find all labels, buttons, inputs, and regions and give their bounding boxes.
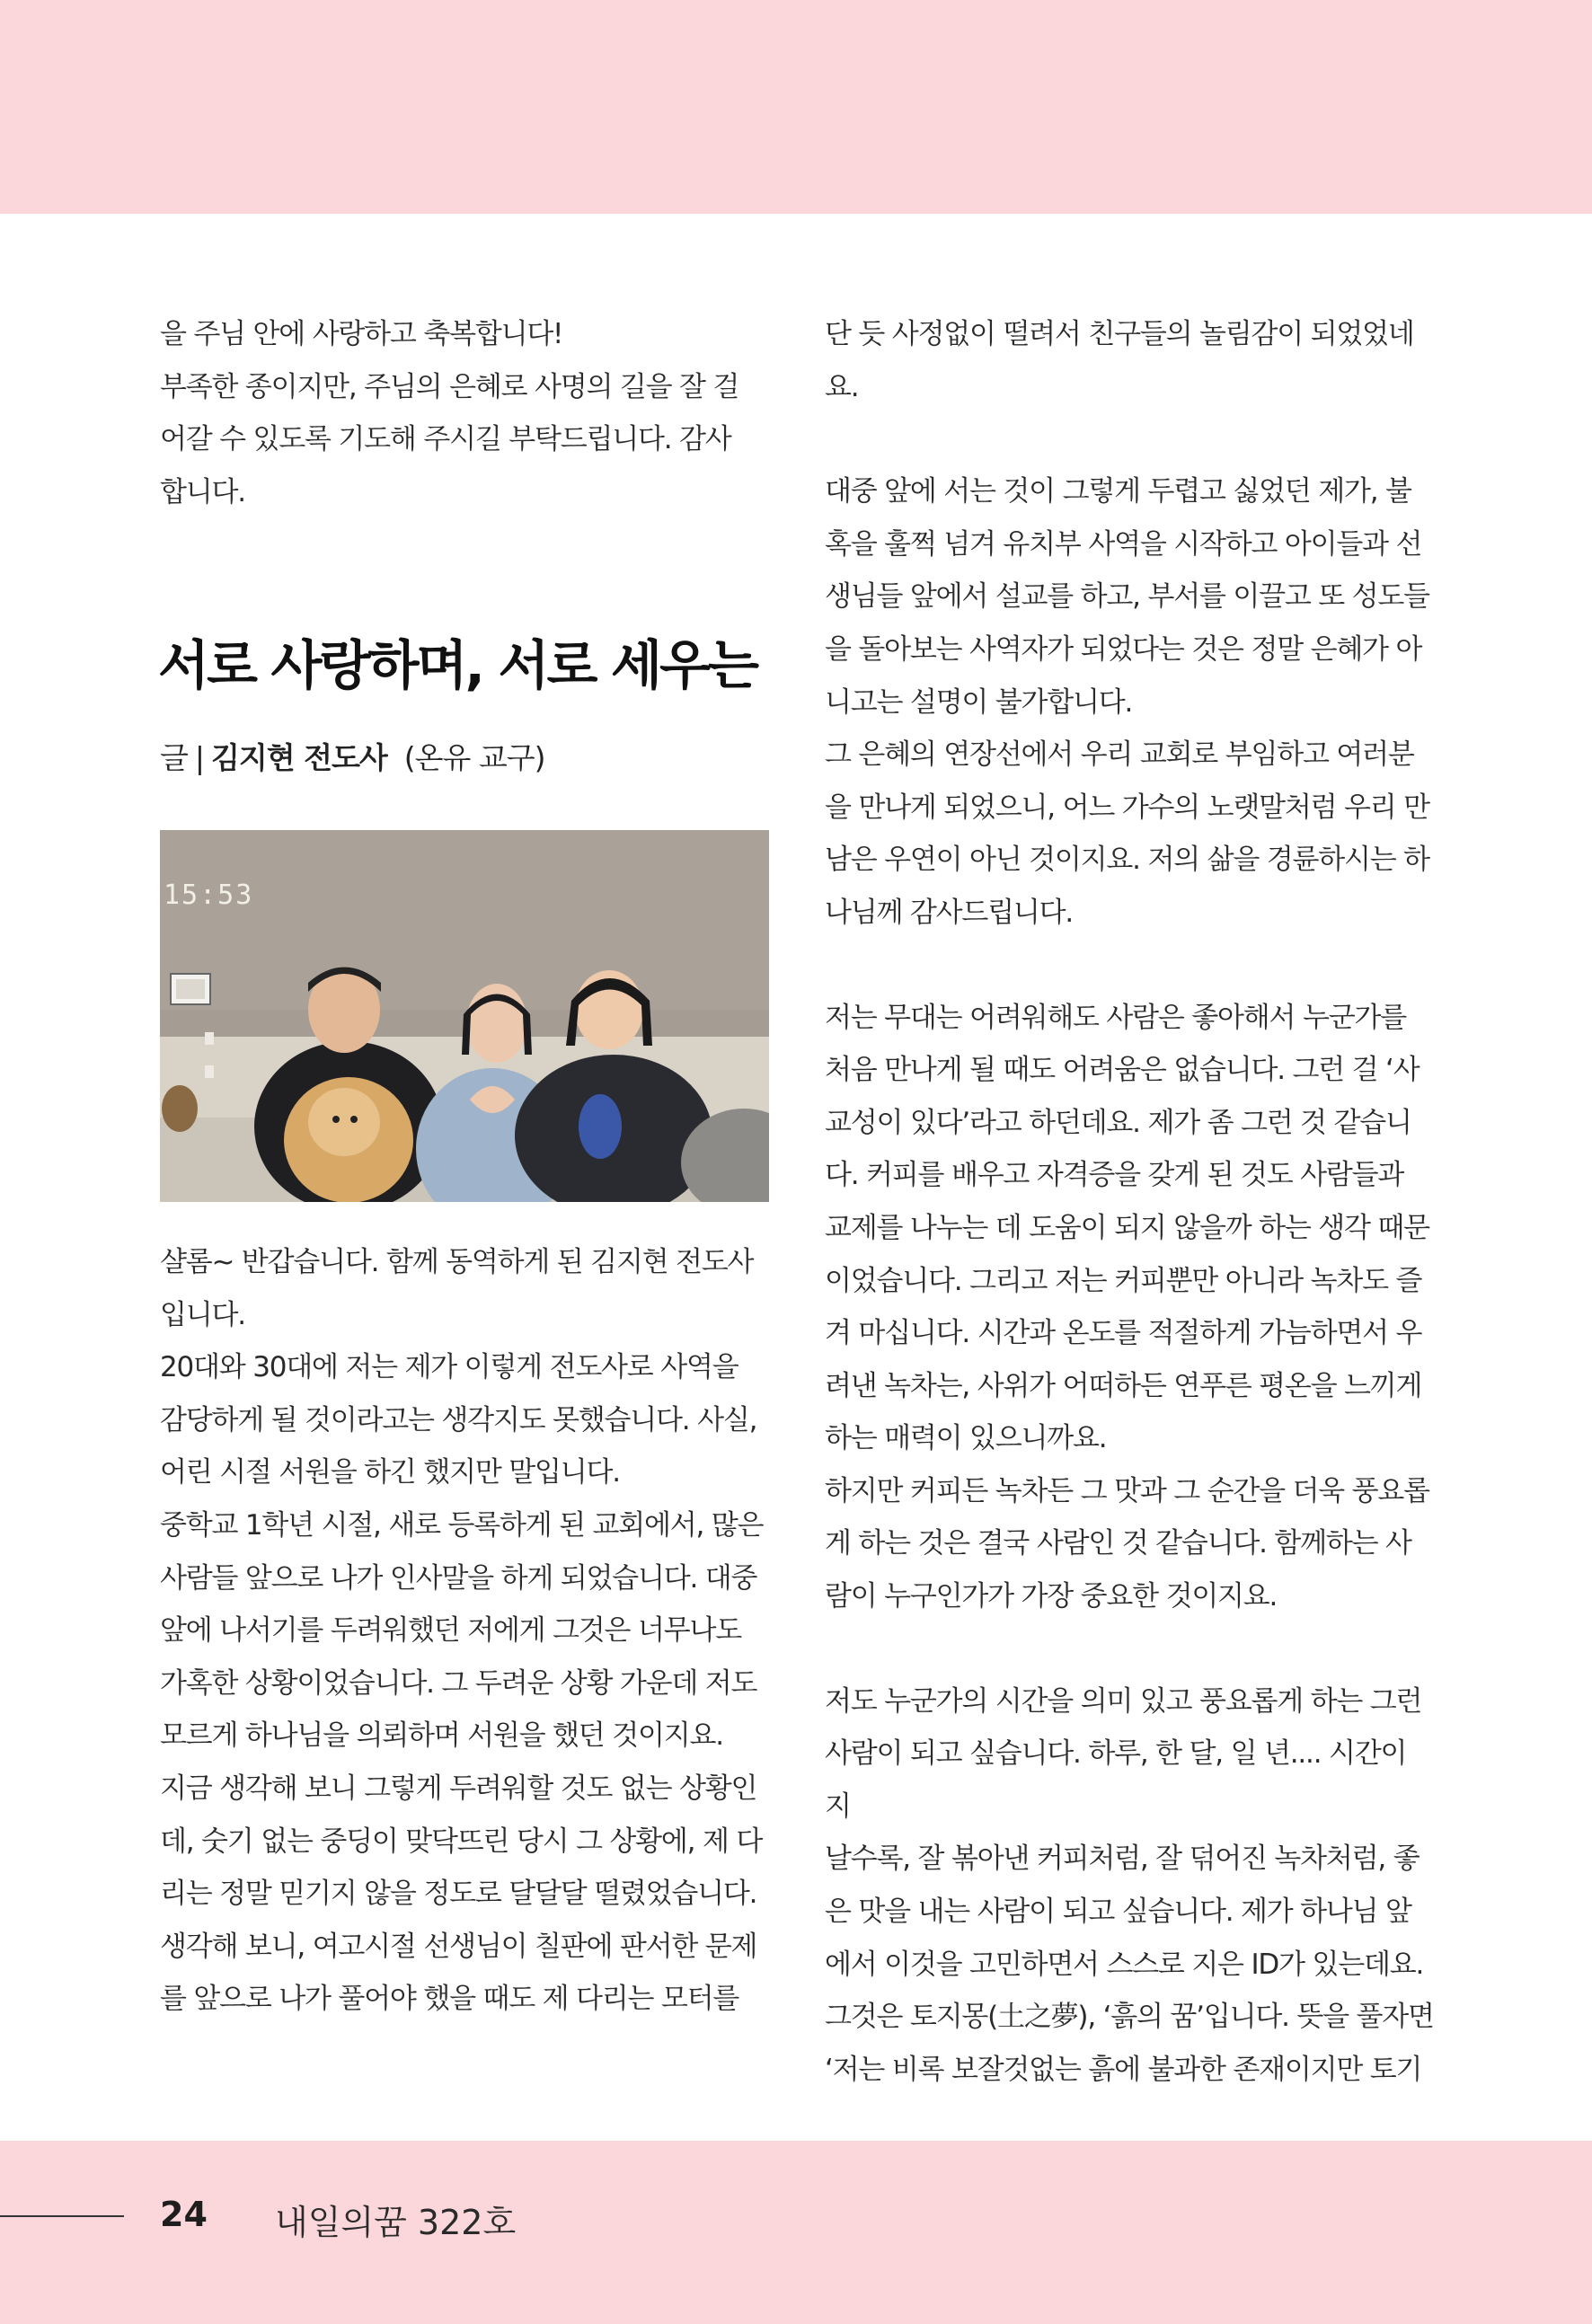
body-line: 이었습니다. 그리고 저는 커피뿐만 아니라 녹차도 즐 [825, 1264, 1422, 1297]
body-line: 를 앞으로 나가 풀어야 했을 때도 제 다리는 모터를 [160, 1983, 739, 2016]
body-line: 을 만나게 되었으니, 어느 가수의 노랫말처럼 우리 만 [825, 791, 1429, 824]
body-line: 남은 우연이 아닌 것이지요. 저의 삶을 경륜하시는 하 [825, 844, 1429, 877]
body-line: 가혹한 상황이었습니다. 그 두려운 상황 가운데 저도 [160, 1666, 757, 1700]
body-line: 저는 무대는 어려워해도 사람은 좋아해서 누군가를 [825, 1001, 1406, 1034]
byline-divider: | [194, 740, 205, 775]
body-line: 을 주님 안에 사랑하고 축복합니다! [160, 318, 563, 350]
body-line: 요. [825, 370, 859, 403]
left-column-intro [160, 308, 771, 518]
paragraph-gap [825, 1623, 1436, 1675]
body-line: 게 하는 것은 결국 사람인 것 같습니다. 함께하는 사 [825, 1527, 1411, 1560]
body-line: 그것은 토지몽(土之夢), ‘흙의 꿈’입니다. 뜻을 풀자면 [825, 2001, 1434, 2034]
body-line: 을 돌아보는 사역자가 되었다는 것은 정말 은혜가 아 [825, 632, 1422, 666]
body-line: 합니다. [160, 475, 245, 508]
paragraph-gap [825, 940, 1436, 992]
body-line: 생님들 앞에서 설교를 하고, 부서를 이끌고 또 성도들 [825, 580, 1429, 614]
body-line: 지금 생각해 보니 그렇게 두려워할 것도 없는 상황인 [160, 1772, 757, 1805]
body-line: 처음 만나게 될 때도 어려움은 없습니다. 그런 걸 ‘사 [825, 1054, 1420, 1087]
body-line: 데, 숫기 없는 중딩이 맞닥뜨린 당시 그 상황에, 제 다 [160, 1825, 763, 1858]
body-line: 람이 누구인가가 가장 중요한 것이지요. [825, 1580, 1278, 1613]
body-line: 어린 시절 서원을 하긴 했지만 말입니다. [160, 1456, 620, 1489]
article-title: 서로 사랑하며, 서로 세우는 [158, 634, 756, 696]
body-line: 에서 이것을 고민하면서 스스로 지은 ID가 있는데요. [825, 1948, 1424, 1981]
footer-band [0, 2141, 1592, 2324]
body-line: 사람이 되고 싶습니다. 하루, 한 달, 일 년.... 시간이 지 [825, 1737, 1407, 1823]
body-line: 겨 마십니다. 시간과 온도를 적절하게 가늠하면서 우 [825, 1317, 1422, 1350]
header-band [0, 0, 1592, 214]
body-line: 려낸 녹차는, 사위가 어떠하든 연푸른 평온을 느끼게 [825, 1369, 1422, 1402]
body-line: 저도 누군가의 시간을 의미 있고 풍요롭게 하는 그런 [825, 1684, 1422, 1718]
page-number: 24 [160, 2195, 208, 2234]
body-line: 입니다. [160, 1298, 245, 1331]
body-line: 어갈 수 있도록 기도해 주시길 부탁드립니다. 감사 [160, 423, 731, 456]
body-line: 대중 앞에 서는 것이 그렇게 두렵고 싫었던 제가, 불 [825, 475, 1411, 508]
body-line: 앞에 나서기를 두려워했던 저에게 그것은 너무나도 [160, 1614, 741, 1648]
body-line: 다. 커피를 배우고 자격증을 갖게 된 것도 사람들과 [825, 1159, 1404, 1192]
body-line: 단 듯 사정없이 떨려서 친구들의 놀림감이 되었었네 [825, 318, 1414, 350]
byline [160, 735, 545, 777]
body-line: 그 은혜의 연장선에서 우리 교회로 부임하고 여러분 [825, 738, 1414, 772]
byline-prefix: 글 [160, 740, 188, 775]
body-line: 샬롬~ 반갑습니다. 함께 동역하게 된 김지현 전도사 [160, 1246, 754, 1278]
body-line: 혹을 훌쩍 넘겨 유치부 사역을 시작하고 아이들과 선 [825, 527, 1422, 561]
right-column [825, 308, 1436, 2096]
wall-clock: 15:53 [164, 879, 254, 911]
author-name: 김지현 전도사 [211, 740, 387, 775]
body-line: 리는 정말 믿기지 않을 정도로 달달달 떨렸었습니다. [160, 1878, 757, 1911]
body-line: 은 맛을 내는 사람이 되고 싶습니다. 제가 하나님 앞 [825, 1895, 1411, 1929]
body-line: 교제를 나누는 데 도움이 되지 않을까 하는 생각 때문 [825, 1211, 1429, 1244]
left-column-body [160, 1236, 771, 2026]
author-church: (온유 교구) [403, 740, 545, 775]
paragraph-gap [825, 413, 1436, 465]
body-line: 중학교 1학년 시절, 새로 등록하게 된 교회에서, 많은 [160, 1508, 764, 1542]
body-line: 감당하게 될 것이라고는 생각지도 못했습니다. 사실, [160, 1403, 757, 1436]
footer-rule [0, 2215, 124, 2217]
body-line: 니고는 설명이 불가합니다. [825, 685, 1133, 719]
body-line: 교성이 있다’라고 하던데요. 제가 좀 그런 것 같습니 [825, 1106, 1411, 1139]
magazine-issue: 내일의꿈 322호 [275, 2203, 517, 2242]
body-line: 생각해 보니, 여고시절 선생님이 칠판에 판서한 문제 [160, 1930, 757, 1963]
family-photo [160, 830, 769, 1202]
body-line: 20대와 30대에 저는 제가 이렇게 전도사로 사역을 [160, 1351, 739, 1384]
body-line: 날수록, 잘 볶아낸 커피처럼, 잘 덖어진 녹차처럼, 좋 [825, 1842, 1420, 1876]
body-line: 하는 매력이 있으니까요. [825, 1422, 1107, 1455]
body-line: 사람들 앞으로 나가 인사말을 하게 되었습니다. 대중 [160, 1561, 757, 1595]
body-line: 나님께 감사드립니다. [825, 896, 1074, 929]
body-line: ‘저는 비록 보잘것없는 흙에 불과한 존재이지만 토기 [825, 2053, 1422, 2086]
body-line: 모르게 하나님을 의뢰하며 서원을 했던 것이지요. [160, 1719, 723, 1753]
body-line: 하지만 커피든 녹차든 그 맛과 그 순간을 더욱 풍요롭 [825, 1474, 1429, 1507]
body-line: 부족한 종이지만, 주님의 은혜로 사명의 길을 잘 걸 [160, 370, 739, 403]
